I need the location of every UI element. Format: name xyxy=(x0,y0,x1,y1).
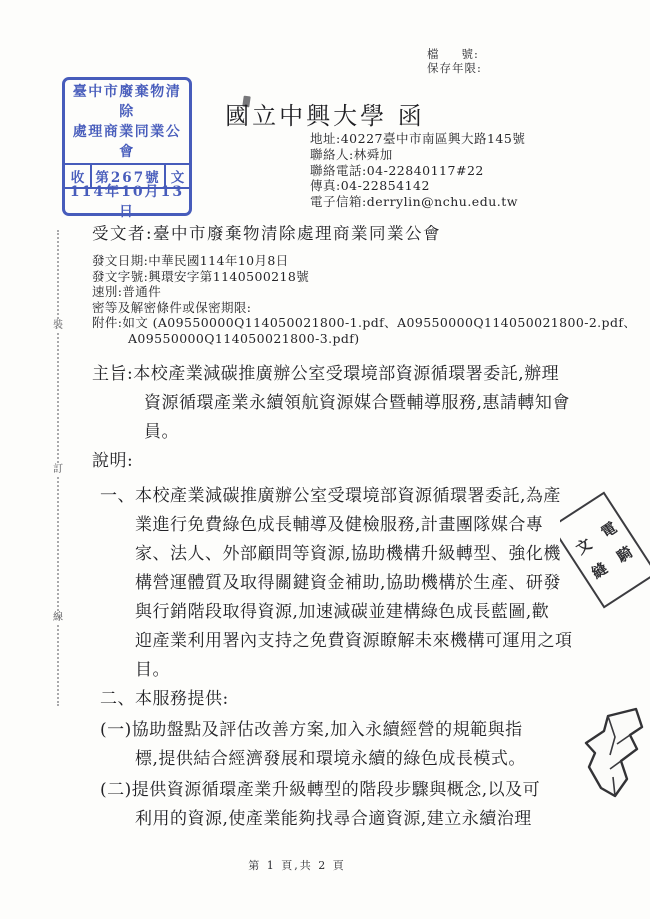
archive-number-row xyxy=(427,47,482,61)
paging-seal-char: 騎 xyxy=(613,542,636,567)
binding-mark-zhuang: 裝 xyxy=(53,320,63,331)
archive-number-label-right: 號: xyxy=(461,47,479,61)
contact-address: 地址:40227臺中市南區興大路145號 xyxy=(310,131,526,146)
description-label: 說明: xyxy=(92,451,134,471)
contact-phone: 聯絡電話:04-22840117#22 xyxy=(310,162,484,178)
archive-labels xyxy=(427,47,482,75)
paging-seal-char: 縫 xyxy=(588,559,611,583)
contact-person: 聯絡人:林舜加 xyxy=(310,146,393,162)
contact-fax: 傳真:04-22854142 xyxy=(310,178,430,194)
stamp-doc-suffix: 文 xyxy=(170,170,185,186)
meta-speed: 速別:普通件 xyxy=(92,284,162,300)
crumple-mark-icon xyxy=(580,703,646,815)
retention-label: 保存年限: xyxy=(427,61,482,75)
archive-number-label-left: 檔 xyxy=(427,47,440,61)
recipient-line: 受文者:臺中市廢棄物清除處理商業同業公會 xyxy=(92,224,442,243)
description-item-2: 二、本服務提供: xyxy=(100,689,229,709)
meta-issue-date: 發文日期:中華民國114年10月8日 xyxy=(92,253,289,268)
binding-mark-xian: 線 xyxy=(53,612,63,623)
meta-attachment: 附件:如文 (A09550000Q114050021800-1.pdf、A09550000Q114050021800-2.pdf、 A09550000Q114050021800-3.pdf) xyxy=(92,315,637,346)
description-items xyxy=(100,482,627,834)
meta-issue-number: 發文字號:興環安字第1140500218號 xyxy=(92,268,310,284)
contact-block xyxy=(310,131,525,210)
stamp-org-name: 臺中市廢棄物清除 處理商業同業公會 xyxy=(72,84,182,160)
meta-security: 密等及解密條件或保密期限: xyxy=(92,299,252,315)
contact-email: 電子信箱:derrylin@nchu.edu.tw xyxy=(310,194,518,210)
paging-seal xyxy=(560,491,650,608)
paging-seal-char: 文 xyxy=(572,534,595,559)
paging-seal-col-left xyxy=(572,533,612,583)
description-item-2-2: (二)提供資源循環產業升級轉型的階段步驟與概念,以及可 利用的資源,使產業能夠找尋合適資源,建立永續治理 xyxy=(100,780,541,829)
paging-seal-char: 電 xyxy=(597,518,621,542)
description-item-2-1: (一)協助盤點及評估改善方案,加入永續經營的規範與指 標,提供結合經濟發展和環境永續的綠色成長模式。 xyxy=(100,720,526,769)
document-title: 國立中興大學 函 xyxy=(225,102,425,130)
letter-body xyxy=(92,360,627,834)
stamp-receive-label: 收 xyxy=(65,165,92,187)
binding-mark-ding: 訂 xyxy=(53,464,63,475)
stamp-date: 114年10月13日 xyxy=(65,187,189,213)
paging-seal-col-right xyxy=(597,517,637,567)
description-item-1: 一、本校產業減碳推廣辦公室受環境部資源循環署委託,為產 業進行免費綠色成長輔導及健檢服務,計畫團隊媒合專 家、法人、外部顧問等資源,協助機構升級轉型、強化機 構營運體質及取得關鍵資金補助,協助機構於生產、研發 與行銷階段取得資源,加速減碳並建構綠色成長藍圖,歡 迎產業利用署內支持之免費資源瞭解未來機構可運用之項 目。 xyxy=(100,486,573,680)
side-seal-wrap xyxy=(560,487,650,617)
stamp-doc-number: 第267號 xyxy=(92,165,166,187)
subject-paragraph: 主旨:本校產業減碳推廣辦公室受環境部資源循環署委託,辦理 資源循環產業永續領航資源媒合暨輔導服務,惠請轉知會 員。 xyxy=(92,364,570,442)
meta-block xyxy=(92,253,637,347)
page-footer: 第 1 頁,共 2 頁 xyxy=(248,859,346,872)
